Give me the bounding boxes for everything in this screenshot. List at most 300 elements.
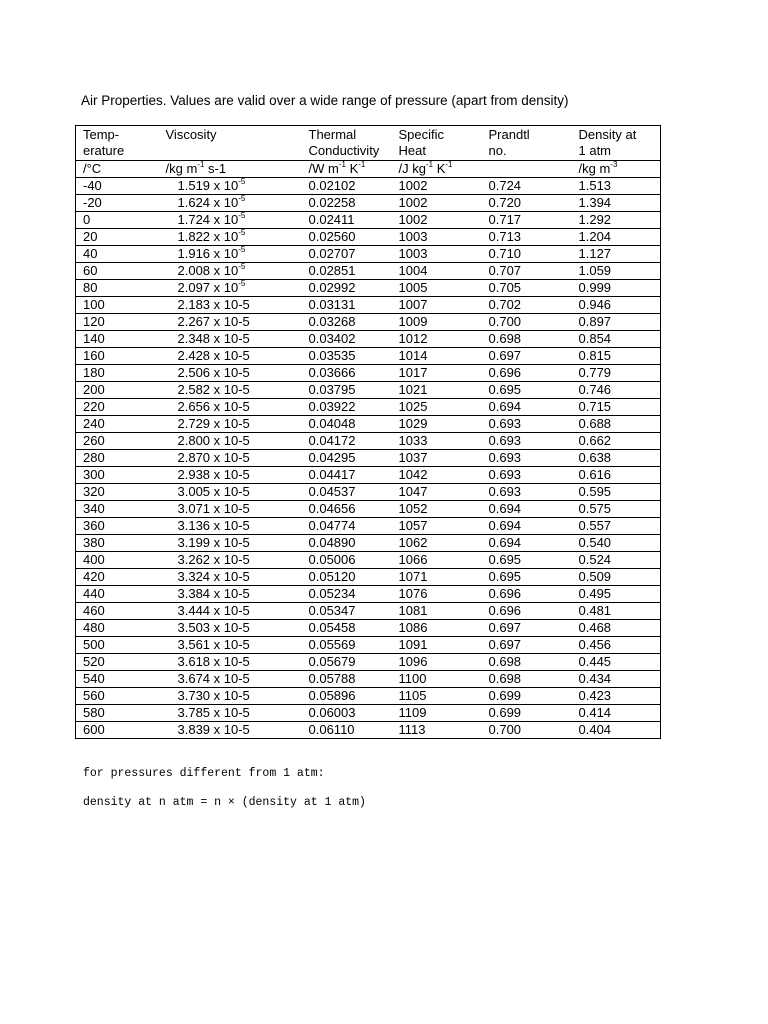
header-density-label: Density at 1 atm [578, 127, 637, 158]
conductivity-cell [302, 297, 392, 314]
viscosity-cell-text: 2.656 x 10-5 [177, 399, 250, 414]
specific-heat-cell [392, 535, 482, 552]
conductivity-cell [302, 484, 392, 501]
temperature-cell [76, 263, 154, 280]
density-cell [572, 620, 661, 637]
unit-conductivity-exp2: -1 [358, 159, 366, 169]
prandtl-cell-text: 0.707 [488, 263, 522, 278]
temperature-cell [76, 688, 154, 705]
unit-heat-mid: K [433, 161, 446, 176]
specific-heat-cell [392, 433, 482, 450]
density-cell-text: 1.513 [578, 178, 612, 193]
header-density [572, 126, 661, 161]
table-row [76, 722, 661, 739]
conductivity-cell-text: 0.03402 [308, 331, 356, 346]
prandtl-cell-text: 0.700 [488, 722, 522, 737]
unit-temperature [76, 161, 154, 178]
viscosity-cell-text: 3.005 x 10-5 [177, 484, 250, 499]
specific-heat-cell-text: 1062 [398, 535, 428, 550]
specific-heat-cell-text: 1113 [398, 722, 426, 737]
prandtl-cell [482, 433, 572, 450]
density-cell [572, 467, 661, 484]
conductivity-cell [302, 603, 392, 620]
density-cell-text: 1.204 [578, 229, 612, 244]
table-row [76, 518, 661, 535]
prandtl-cell [482, 229, 572, 246]
temperature-cell [76, 365, 154, 382]
temperature-cell [76, 331, 154, 348]
viscosity-cell [154, 280, 302, 297]
prandtl-cell-text: 0.693 [488, 450, 522, 465]
conductivity-cell [302, 722, 392, 739]
density-cell [572, 688, 661, 705]
temperature-cell [76, 603, 154, 620]
header-viscosity-label: Viscosity [165, 127, 217, 142]
temperature-cell-text: 560 [83, 688, 105, 703]
temperature-cell [76, 433, 154, 450]
specific-heat-cell [392, 331, 482, 348]
specific-heat-cell [392, 229, 482, 246]
prandtl-cell [482, 688, 572, 705]
viscosity-cell-text: 2.428 x 10-5 [177, 348, 250, 363]
conductivity-cell-text: 0.02102 [308, 178, 356, 193]
viscosity-exponent: -5 [238, 278, 246, 288]
conductivity-cell [302, 365, 392, 382]
viscosity-cell-text: 3.839 x 10-5 [177, 722, 250, 737]
viscosity-cell-text: 1.916 x 10 [177, 246, 239, 261]
prandtl-cell [482, 637, 572, 654]
table-row [76, 467, 661, 484]
viscosity-cell-text: 1.724 x 10 [177, 212, 239, 227]
conductivity-cell [302, 535, 392, 552]
specific-heat-cell [392, 297, 482, 314]
header-row [76, 126, 661, 161]
temperature-cell-text: 240 [83, 416, 105, 431]
viscosity-cell [154, 654, 302, 671]
header-temperature [76, 126, 154, 161]
density-cell [572, 212, 661, 229]
specific-heat-cell [392, 620, 482, 637]
density-cell-text: 0.434 [578, 671, 612, 686]
conductivity-cell [302, 450, 392, 467]
viscosity-cell [154, 433, 302, 450]
density-cell [572, 671, 661, 688]
prandtl-cell [482, 705, 572, 722]
viscosity-exponent: -5 [238, 244, 246, 254]
viscosity-cell-text: 3.674 x 10-5 [177, 671, 250, 686]
conductivity-cell-text: 0.03268 [308, 314, 356, 329]
specific-heat-cell-text: 1012 [398, 331, 428, 346]
viscosity-exponent: -5 [238, 227, 246, 237]
temperature-cell-text: 580 [83, 705, 105, 720]
viscosity-cell-text: 3.071 x 10-5 [177, 501, 250, 516]
conductivity-cell [302, 382, 392, 399]
specific-heat-cell [392, 467, 482, 484]
conductivity-cell-text: 0.05569 [308, 637, 356, 652]
temperature-cell [76, 195, 154, 212]
table-row [76, 280, 661, 297]
specific-heat-cell-text: 1096 [398, 654, 428, 669]
specific-heat-cell-text: 1071 [398, 569, 428, 584]
viscosity-cell [154, 722, 302, 739]
density-cell [572, 382, 661, 399]
temperature-cell [76, 246, 154, 263]
unit-density-base: /kg m [578, 161, 611, 176]
specific-heat-cell-text: 1052 [398, 501, 428, 516]
viscosity-cell [154, 518, 302, 535]
temperature-cell [76, 637, 154, 654]
prandtl-cell-text: 0.693 [488, 467, 522, 482]
density-cell [572, 654, 661, 671]
table-row [76, 195, 661, 212]
temperature-cell-text: 180 [83, 365, 105, 380]
table-row [76, 535, 661, 552]
density-cell [572, 314, 661, 331]
specific-heat-cell [392, 365, 482, 382]
viscosity-cell-text: 1.624 x 10 [177, 195, 239, 210]
viscosity-exponent: -5 [238, 210, 246, 220]
viscosity-cell-text: 3.384 x 10-5 [177, 586, 250, 601]
density-cell-text: 1.292 [578, 212, 612, 227]
density-cell [572, 331, 661, 348]
prandtl-cell [482, 178, 572, 195]
unit-conductivity-exp1: -1 [338, 159, 346, 169]
temperature-cell-text: 40 [83, 246, 98, 261]
prandtl-cell-text: 0.695 [488, 382, 522, 397]
temperature-cell [76, 229, 154, 246]
temperature-cell-text: 480 [83, 620, 105, 635]
prandtl-cell [482, 246, 572, 263]
viscosity-cell [154, 195, 302, 212]
conductivity-cell [302, 263, 392, 280]
table-row [76, 331, 661, 348]
prandtl-cell [482, 603, 572, 620]
prandtl-cell-text: 0.696 [488, 603, 522, 618]
prandtl-cell [482, 467, 572, 484]
density-cell-text: 0.779 [578, 365, 612, 380]
table-row [76, 263, 661, 280]
conductivity-cell-text: 0.03131 [308, 297, 356, 312]
viscosity-cell [154, 263, 302, 280]
prandtl-cell-text: 0.697 [488, 348, 522, 363]
prandtl-cell [482, 501, 572, 518]
temperature-cell [76, 654, 154, 671]
temperature-cell-text: -20 [83, 195, 102, 210]
viscosity-cell [154, 569, 302, 586]
density-cell-text: 0.999 [578, 280, 612, 295]
table-row [76, 212, 661, 229]
temperature-cell-text: 500 [83, 637, 105, 652]
prandtl-cell-text: 0.693 [488, 416, 522, 431]
table-row [76, 399, 661, 416]
unit-viscosity-exp: -1 [197, 159, 205, 169]
specific-heat-cell-text: 1047 [398, 484, 428, 499]
specific-heat-cell-text: 1021 [398, 382, 428, 397]
conductivity-cell [302, 212, 392, 229]
viscosity-exponent: -5 [238, 193, 246, 203]
table-row [76, 382, 661, 399]
density-cell [572, 365, 661, 382]
prandtl-cell-text: 0.694 [488, 399, 522, 414]
viscosity-cell-text: 2.870 x 10-5 [177, 450, 250, 465]
conductivity-cell-text: 0.02560 [308, 229, 356, 244]
temperature-cell [76, 484, 154, 501]
density-cell [572, 263, 661, 280]
conductivity-cell-text: 0.04537 [308, 484, 356, 499]
table-row [76, 671, 661, 688]
prandtl-cell-text: 0.717 [488, 212, 522, 227]
prandtl-cell-text: 0.693 [488, 484, 522, 499]
conductivity-cell [302, 671, 392, 688]
prandtl-cell-text: 0.710 [488, 246, 522, 261]
density-cell-text: 0.404 [578, 722, 612, 737]
viscosity-cell [154, 535, 302, 552]
conductivity-cell-text: 0.03666 [308, 365, 356, 380]
conductivity-cell [302, 569, 392, 586]
density-cell [572, 178, 661, 195]
viscosity-cell-text: 2.729 x 10-5 [177, 416, 250, 431]
prandtl-cell-text: 0.705 [488, 280, 522, 295]
prandtl-cell [482, 212, 572, 229]
viscosity-cell [154, 671, 302, 688]
conductivity-cell [302, 314, 392, 331]
viscosity-cell [154, 688, 302, 705]
header-thermal-conductivity-label: Thermal Conductivity [308, 127, 380, 158]
unit-specific-heat [392, 161, 482, 178]
temperature-cell-text: -40 [83, 178, 102, 193]
specific-heat-cell-text: 1076 [398, 586, 428, 601]
prandtl-cell-text: 0.713 [488, 229, 522, 244]
temperature-cell-text: 260 [83, 433, 105, 448]
viscosity-cell-text: 2.506 x 10-5 [177, 365, 250, 380]
specific-heat-cell [392, 722, 482, 739]
specific-heat-cell-text: 1057 [398, 518, 428, 533]
table-row [76, 314, 661, 331]
temperature-cell-text: 460 [83, 603, 105, 618]
viscosity-cell-text: 3.503 x 10-5 [177, 620, 250, 635]
table-row [76, 637, 661, 654]
prandtl-cell [482, 314, 572, 331]
prandtl-cell-text: 0.720 [488, 195, 522, 210]
header-temperature-label: Temp- erature [83, 127, 125, 158]
specific-heat-cell-text: 1100 [398, 671, 427, 686]
conductivity-cell-text: 0.03795 [308, 382, 356, 397]
prandtl-cell-text: 0.697 [488, 620, 522, 635]
unit-density [572, 161, 661, 178]
viscosity-cell-text: 3.785 x 10-5 [177, 705, 250, 720]
specific-heat-cell-text: 1029 [398, 416, 428, 431]
prandtl-cell [482, 382, 572, 399]
density-cell-text: 0.897 [578, 314, 612, 329]
temperature-cell [76, 518, 154, 535]
temperature-cell-text: 280 [83, 450, 105, 465]
specific-heat-cell [392, 569, 482, 586]
viscosity-cell [154, 246, 302, 263]
note-density-formula: density at n atm = n × (density at 1 atm) [83, 796, 366, 809]
specific-heat-cell [392, 654, 482, 671]
density-cell [572, 535, 661, 552]
viscosity-cell-text: 2.938 x 10-5 [177, 467, 250, 482]
viscosity-cell [154, 450, 302, 467]
specific-heat-cell-text: 1009 [398, 314, 428, 329]
viscosity-cell-text: 3.136 x 10-5 [177, 518, 250, 533]
table-row [76, 416, 661, 433]
table-row [76, 450, 661, 467]
viscosity-cell [154, 331, 302, 348]
viscosity-cell [154, 603, 302, 620]
conductivity-cell-text: 0.02851 [308, 263, 356, 278]
temperature-cell-text: 200 [83, 382, 105, 397]
specific-heat-cell [392, 518, 482, 535]
temperature-cell-text: 520 [83, 654, 105, 669]
table-row [76, 603, 661, 620]
conductivity-cell-text: 0.04417 [308, 467, 356, 482]
conductivity-cell [302, 246, 392, 263]
prandtl-cell-text: 0.699 [488, 705, 522, 720]
specific-heat-cell-text: 1091 [398, 637, 428, 652]
prandtl-cell-text: 0.697 [488, 637, 522, 652]
viscosity-cell [154, 416, 302, 433]
specific-heat-cell-text: 1003 [398, 246, 428, 261]
temperature-cell [76, 450, 154, 467]
viscosity-cell [154, 348, 302, 365]
viscosity-cell-text: 2.183 x 10-5 [177, 297, 250, 312]
density-cell-text: 0.616 [578, 467, 612, 482]
specific-heat-cell-text: 1033 [398, 433, 428, 448]
temperature-cell [76, 348, 154, 365]
table-row [76, 348, 661, 365]
viscosity-cell [154, 365, 302, 382]
specific-heat-cell-text: 1037 [398, 450, 428, 465]
table-row [76, 620, 661, 637]
viscosity-cell-text: 2.008 x 10 [177, 263, 239, 278]
density-cell [572, 229, 661, 246]
prandtl-cell [482, 654, 572, 671]
density-cell-text: 0.481 [578, 603, 612, 618]
conductivity-cell-text: 0.05788 [308, 671, 356, 686]
specific-heat-cell-text: 1004 [398, 263, 428, 278]
prandtl-cell-text: 0.694 [488, 535, 522, 550]
unit-density-exp: -3 [610, 159, 618, 169]
viscosity-cell-text: 2.267 x 10-5 [177, 314, 250, 329]
conductivity-cell [302, 620, 392, 637]
specific-heat-cell [392, 246, 482, 263]
prandtl-cell-text: 0.698 [488, 331, 522, 346]
unit-heat-exp2: -1 [445, 159, 453, 169]
unit-temperature-text: /°C [83, 161, 102, 176]
temperature-cell-text: 600 [83, 722, 105, 737]
viscosity-exponent: -5 [238, 261, 246, 271]
prandtl-cell-text: 0.698 [488, 654, 522, 669]
table-row [76, 705, 661, 722]
temperature-cell [76, 620, 154, 637]
unit-conductivity-base: /W m [308, 161, 339, 176]
conductivity-cell [302, 433, 392, 450]
specific-heat-cell [392, 263, 482, 280]
specific-heat-cell-text: 1007 [398, 297, 428, 312]
table-body [76, 126, 661, 739]
prandtl-cell [482, 484, 572, 501]
temperature-cell [76, 671, 154, 688]
temperature-cell-text: 360 [83, 518, 105, 533]
unit-heat-base: /J kg [398, 161, 426, 176]
conductivity-cell [302, 518, 392, 535]
temperature-cell-text: 20 [83, 229, 98, 244]
density-cell-text: 1.059 [578, 263, 612, 278]
table-row [76, 229, 661, 246]
conductivity-cell-text: 0.04295 [308, 450, 356, 465]
temperature-cell-text: 340 [83, 501, 105, 516]
viscosity-cell-text: 3.199 x 10-5 [177, 535, 250, 550]
temperature-cell [76, 399, 154, 416]
conductivity-cell-text: 0.06003 [308, 705, 356, 720]
density-cell [572, 399, 661, 416]
density-cell-text: 0.715 [578, 399, 612, 414]
specific-heat-cell-text: 1042 [398, 467, 428, 482]
conductivity-cell [302, 399, 392, 416]
temperature-cell [76, 535, 154, 552]
conductivity-cell-text: 0.05006 [308, 552, 356, 567]
temperature-cell [76, 467, 154, 484]
header-specific-heat [392, 126, 482, 161]
density-cell-text: 0.524 [578, 552, 612, 567]
conductivity-cell-text: 0.04048 [308, 416, 356, 431]
prandtl-cell [482, 722, 572, 739]
density-cell-text: 0.495 [578, 586, 612, 601]
viscosity-cell [154, 297, 302, 314]
density-cell-text: 0.456 [578, 637, 612, 652]
conductivity-cell-text: 0.02258 [308, 195, 356, 210]
specific-heat-cell [392, 637, 482, 654]
table-row [76, 178, 661, 195]
density-cell-text: 0.688 [578, 416, 612, 431]
specific-heat-cell [392, 348, 482, 365]
prandtl-cell-text: 0.693 [488, 433, 522, 448]
density-cell-text: 0.815 [578, 348, 612, 363]
viscosity-cell [154, 586, 302, 603]
density-cell-text: 1.394 [578, 195, 612, 210]
prandtl-cell-text: 0.699 [488, 688, 522, 703]
temperature-cell-text: 380 [83, 535, 105, 550]
viscosity-cell-text: 1.519 x 10 [177, 178, 239, 193]
prandtl-cell [482, 280, 572, 297]
temperature-cell [76, 212, 154, 229]
conductivity-cell-text: 0.04172 [308, 433, 356, 448]
specific-heat-cell [392, 603, 482, 620]
table-row [76, 654, 661, 671]
prandtl-cell-text: 0.696 [488, 365, 522, 380]
specific-heat-cell-text: 1086 [398, 620, 428, 635]
conductivity-cell-text: 0.05458 [308, 620, 356, 635]
density-cell [572, 416, 661, 433]
header-thermal-conductivity [302, 126, 392, 161]
temperature-cell [76, 501, 154, 518]
prandtl-cell [482, 569, 572, 586]
specific-heat-cell-text: 1002 [398, 195, 428, 210]
conductivity-cell-text: 0.05234 [308, 586, 356, 601]
viscosity-cell-text: 2.348 x 10-5 [177, 331, 250, 346]
temperature-cell [76, 416, 154, 433]
table-row [76, 586, 661, 603]
temperature-cell-text: 0 [83, 212, 91, 227]
conductivity-cell [302, 467, 392, 484]
unit-viscosity [154, 161, 302, 178]
prandtl-cell [482, 331, 572, 348]
specific-heat-cell [392, 382, 482, 399]
prandtl-cell [482, 586, 572, 603]
specific-heat-cell [392, 212, 482, 229]
temperature-cell-text: 80 [83, 280, 98, 295]
